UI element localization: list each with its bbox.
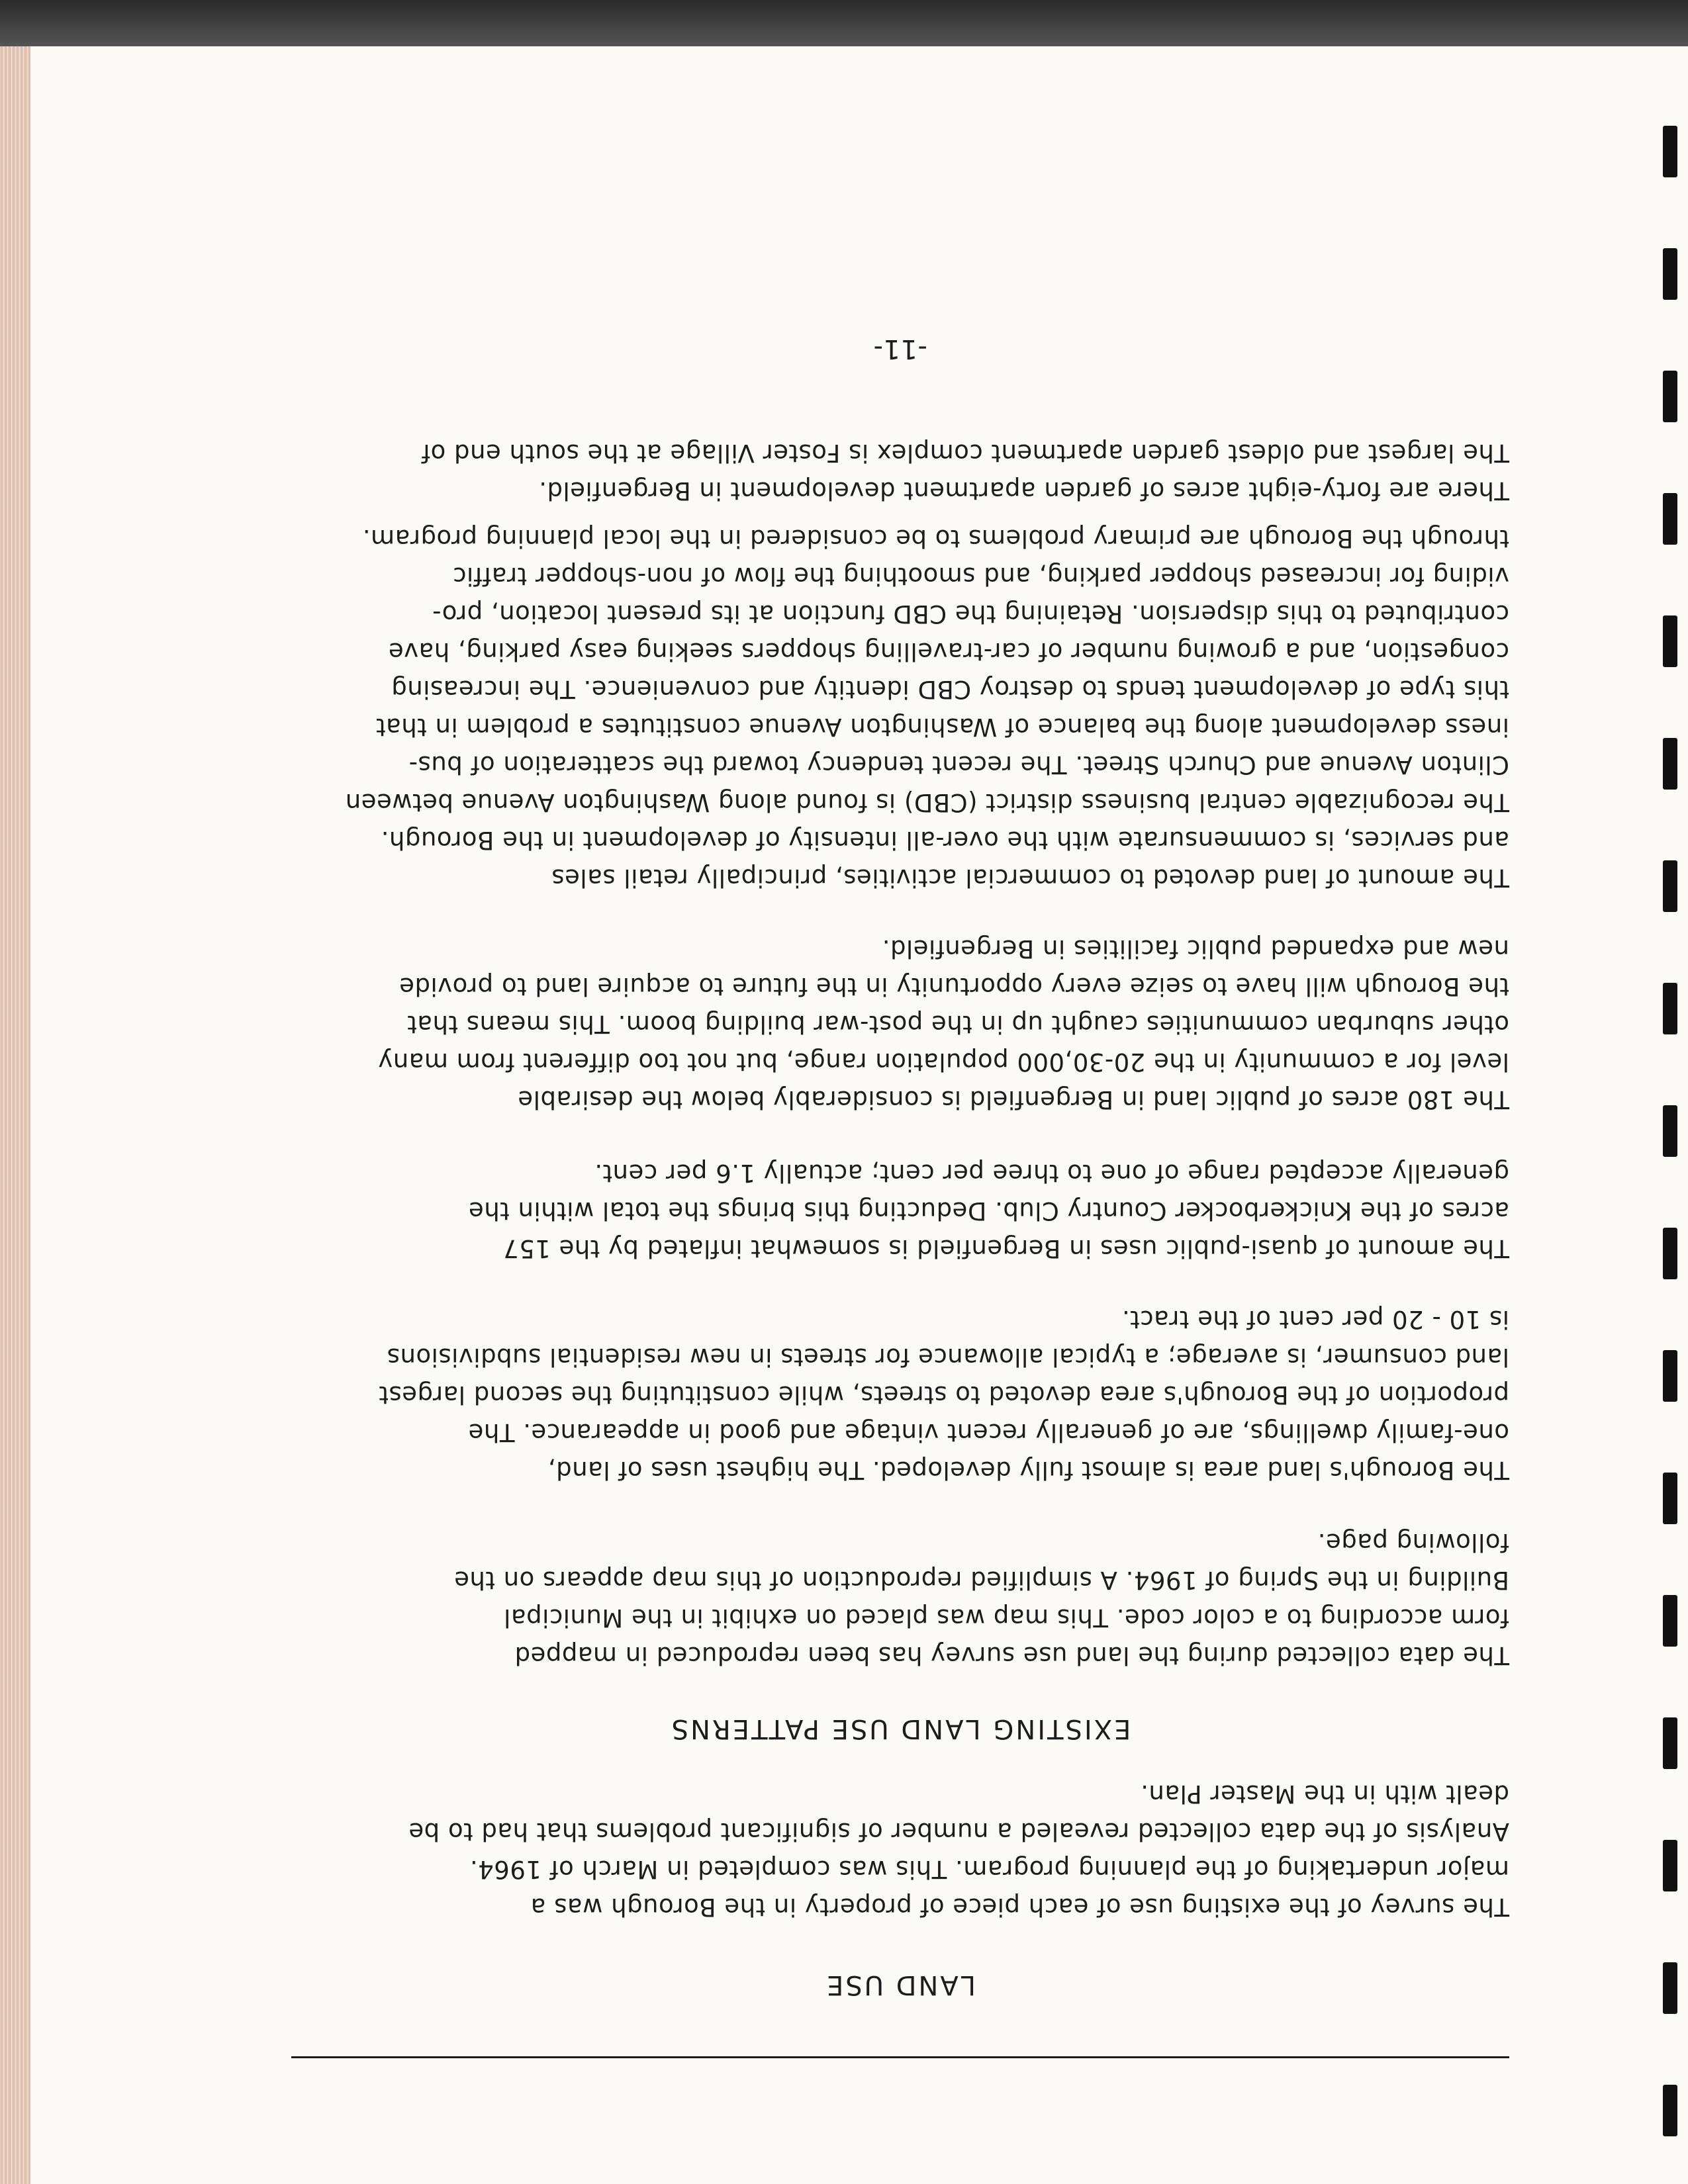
binding-hole — [1663, 1228, 1677, 1279]
top-rule — [291, 2056, 1509, 2058]
paragraph-quasi-public: The amount of quasi-public uses in Bergenfield is somewhat inflated by the 157 acres of the Knickerbocker Country Club. Deducting this brings the total within the generally accepted range of one to three per cent; actually 1.6 per cent. — [468, 1159, 1509, 1263]
scanner-background — [0, 0, 1688, 53]
binding-hole — [1663, 493, 1677, 545]
paragraph-commercial: The amount of land devoted to commercial activities, principally retail sales and services, is commensurate with the over-all intensity of development in the Borough. The recognizable central business district (CBD) is found along Washington Avenue between Clinton Avenue and Church Street. The recent tendency toward the scatteration of bus- iness development along the balance of Washington Avenue constitutes a problem in that this type of development tends to destroy CBD identity and convenience. The increasing congestion, and a growing number of car-travelling shoppers seeking easy parking, have contributed to this dispersion. Retaining the CBD function at its present location, pro- viding for increased shopper parking, and smoothing the flow of non-shopper traffic through the Borough are primary problems to be considered in the local planning program. — [345, 524, 1509, 892]
binding-hole — [1663, 1105, 1677, 1157]
paragraph-public-land: The 180 acres of public land in Bergenfield is considerably below the desirable level for a community in the 20-30,000 population range, but not too different from many other suburban communities caught up in the post-war building boom. This means that the Borough will have to seize every opportunity in the future to acquire land to provide new and expanded public facilities in Bergenfield. — [377, 934, 1509, 1114]
page-number: -11- — [873, 334, 927, 364]
binding-hole — [1663, 738, 1677, 790]
binding-hole — [1663, 860, 1677, 912]
rotated-page-content — [252, 238, 1509, 2058]
binding-hole — [1663, 1717, 1677, 1769]
binding-hole — [1663, 248, 1677, 300]
binding-hole — [1663, 615, 1677, 667]
binding-hole — [1663, 1962, 1677, 2014]
paragraph-survey: The survey of the existing use of each piece of property in the Borough was a major undertaking of the planning program. This was completed in March of 1964. Analysis of the data collected revealed a number of significant problems that had to be dealt with in the Master Plan. — [408, 1780, 1509, 1921]
paragraph-land-area: The Borough's land area is almost fully developed. The highest uses of land, one-family dwellings, are of generally recent vintage and good in appearance. The proportion of the Borough's area devoted to streets, while constituting the second largest land consumer, is average; a typical allowance for streets in new residential subdivisions is 10 - 20 per cent of the tract. — [378, 1305, 1509, 1484]
paragraph-garden-apartments: There are forty-eight acres of garden apartment development in Bergenfield. The largest and oldest garden apartment complex is Foster Village at the south end of — [421, 439, 1509, 505]
binding-hole — [1663, 1350, 1677, 1402]
binding-hole — [1663, 2085, 1677, 2136]
section-heading: EXISTING LAND USE PATTERNS — [669, 1713, 1131, 1744]
paragraph-map: The data collected during the land use survey has been reproduced in mapped form according to a color code. This map was placed on exhibit in the Municipal Building in the Spring of 1964. A simplified reproduction of this map appears on the following page. — [453, 1528, 1509, 1670]
binding-hole — [1663, 371, 1677, 422]
binding-hole — [1663, 1473, 1677, 1524]
binding-hole — [1663, 1840, 1677, 1891]
page-title: LAND USE — [825, 1970, 976, 2000]
binding-hole — [1663, 1595, 1677, 1647]
binding-hole — [1663, 126, 1677, 177]
page-edge-stack — [0, 46, 30, 2184]
binding-hole — [1663, 983, 1677, 1034]
spiral-binding — [1663, 0, 1677, 2184]
